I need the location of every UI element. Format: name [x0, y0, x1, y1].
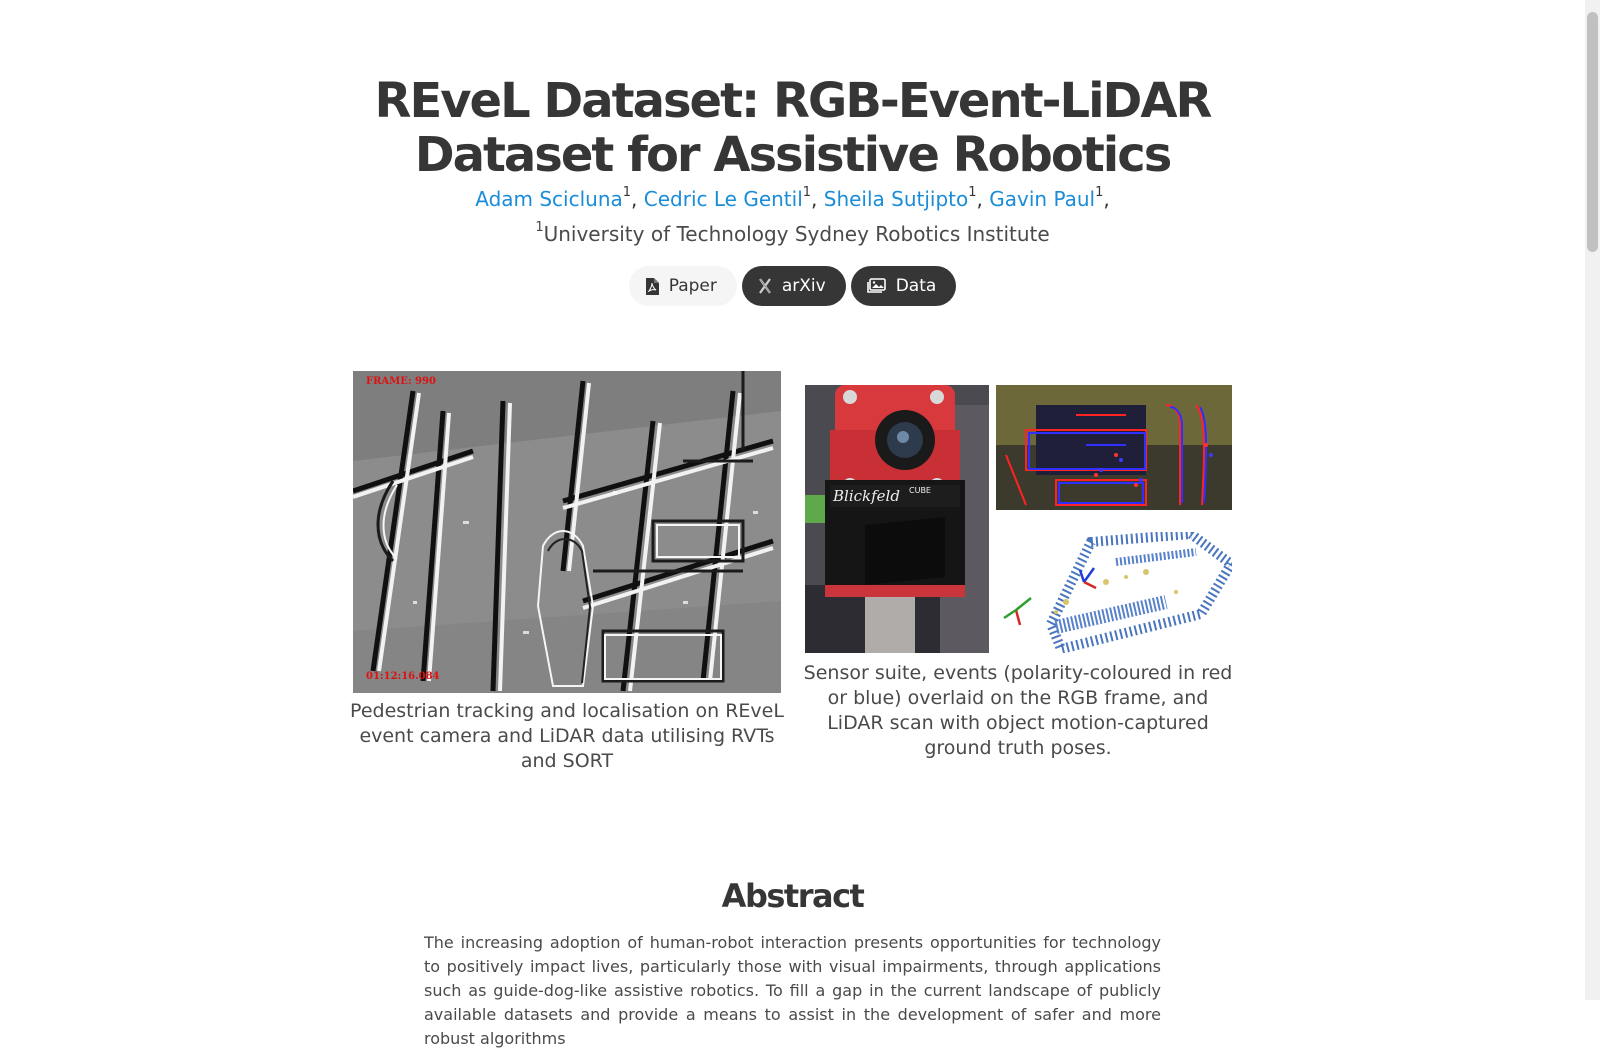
- author-link-sutjipto[interactable]: Sheila Sutjipto: [823, 187, 969, 211]
- data-button-label: Data: [895, 276, 937, 296]
- arxiv-icon: [758, 278, 772, 294]
- timestamp-overlay: 01:12:16.084: [366, 671, 440, 682]
- author-affil-mark: 1: [1095, 185, 1104, 200]
- images-icon: [867, 278, 886, 294]
- abstract-heading: Abstract: [721, 876, 864, 915]
- affiliation: [300, 217, 1285, 251]
- sensor-brand-label: Blickfeld: [833, 487, 900, 505]
- author-link-scicluna[interactable]: Adam Scicluna: [475, 187, 623, 211]
- author-affil-mark: 1: [802, 185, 812, 200]
- arxiv-button-label: arXiv: [781, 276, 826, 296]
- affiliation-mark: 1: [535, 220, 544, 235]
- lidar-scan-image: [996, 532, 1232, 653]
- link-buttons: [0, 266, 1585, 306]
- scrollbar-thumb[interactable]: [1587, 12, 1598, 252]
- paper-button-label: Paper: [668, 276, 717, 296]
- affiliation-text: University of Technology Sydney Robotics Institute: [543, 222, 1050, 246]
- author-list: Adam Scicluna$^1$, Cedric Le Gentil$^1$, Sheila Sutjipto$^1$, Gavin Paul$^1$,: [475, 185, 1110, 211]
- sensor-suite-image: [805, 385, 989, 653]
- paper-button[interactable]: [629, 266, 737, 306]
- abstract-text: The increasing adoption of human-robot interaction presents opportunities for technology to positively impact lives, particularly those with visual impairments, through applications such as guide-dog-like assistive robotics. To fill a gap in the current landscape of publicly available datasets and provide a means to assist in the development of safer and more robust algorithms: [424, 933, 1161, 1048]
- author-link-le-gentil[interactable]: Cedric Le Gentil: [643, 187, 803, 211]
- data-button[interactable]: [851, 266, 957, 306]
- author-affil-mark: 1: [968, 185, 977, 200]
- arxiv-button[interactable]: [742, 266, 846, 306]
- left-figure-caption: Pedestrian tracking and localisation on REveL event camera and LiDAR data utilising RVTs and SORT: [350, 700, 784, 772]
- frame-number-overlay: FRAME: 990: [366, 376, 436, 387]
- sensor-model-label: CUBE: [909, 486, 931, 495]
- author-link-paul[interactable]: Gavin Paul: [989, 187, 1096, 211]
- page-scrollbar[interactable]: [1585, 0, 1600, 1000]
- right-figure-caption: Sensor suite, events (polarity-coloured in red or blue) overlaid on the RGB frame, and LiDAR scan with object motion-captured ground truth poses.: [803, 662, 1233, 759]
- event-camera-tracking-image: [353, 371, 781, 693]
- events-overlay-image: [996, 385, 1232, 510]
- author-affil-mark: 1: [622, 185, 632, 200]
- pdf-file-icon: [645, 278, 659, 295]
- page-title: REveL Dataset: RGB-Event-LiDAR Dataset for Assistive Robotics: [374, 73, 1211, 184]
